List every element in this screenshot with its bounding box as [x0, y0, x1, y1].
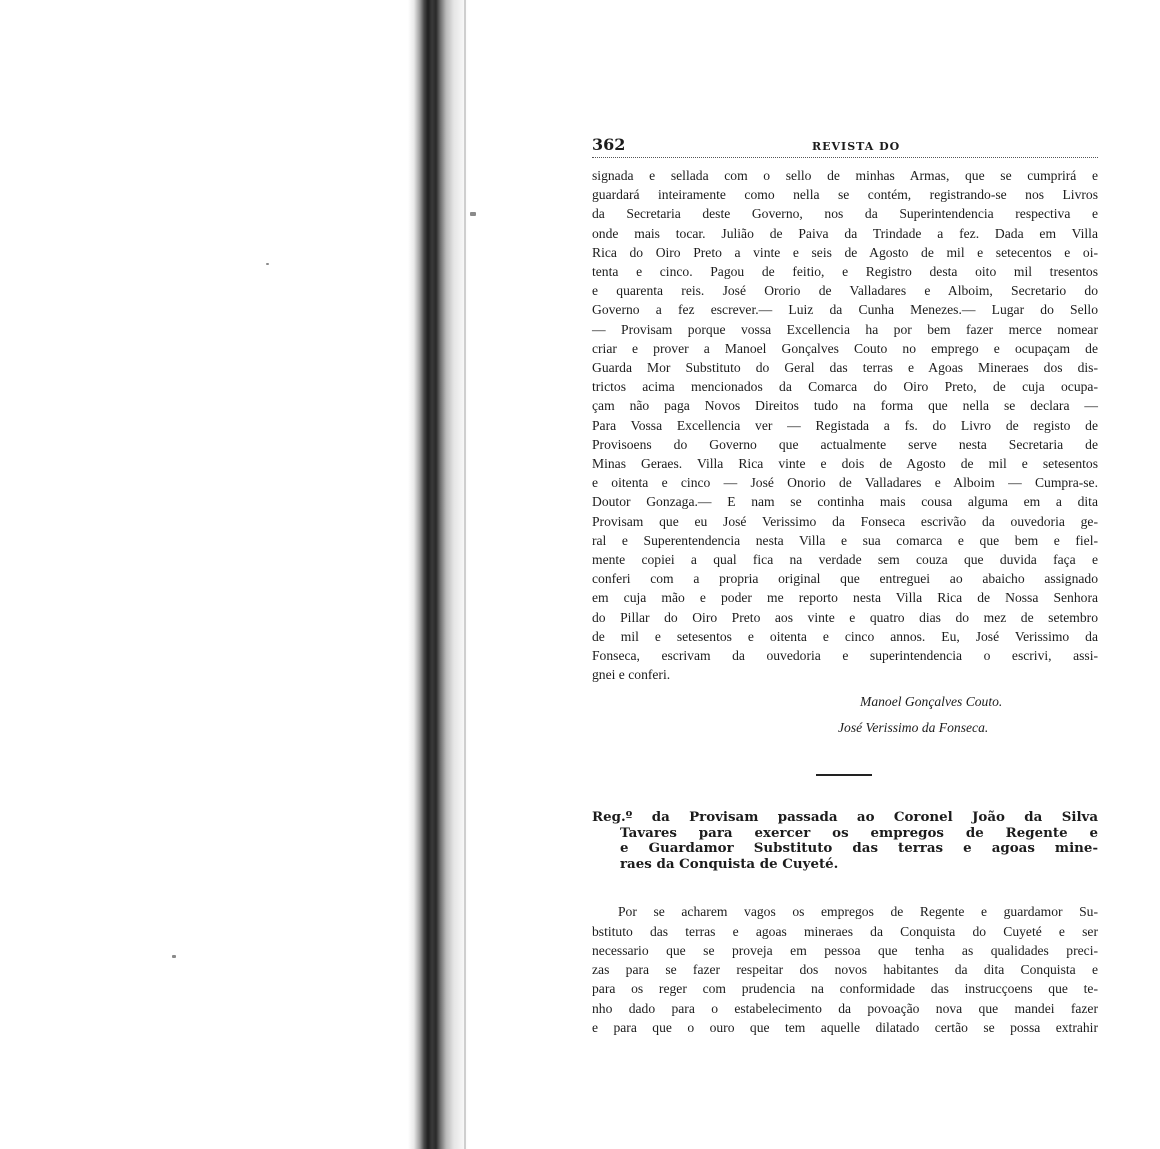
text-line: Rica do Oiro Preto a vinte e seis de Agosto de mil e setecentos e oi- — [592, 244, 1098, 260]
text-line: zas para se fazer respeitar dos novos habitantes da dita Conquista e — [592, 962, 1098, 978]
book-gutter-shadow — [408, 0, 468, 1149]
text-line: Fonseca, escrivam da ouvedoria e superintendencia o escrivi, assi- — [592, 648, 1098, 664]
text-line: tenta e cinco. Pagou de feitio, e Registro desta oito mil tresentos — [592, 264, 1098, 280]
document-heading — [592, 810, 1098, 872]
text-line: — Provisam porque vossa Excellencia ha por bem fazer merce nomear — [592, 321, 1098, 337]
text-line: necessario que se proveja em pessoa que tenha as qualidades preci- — [592, 942, 1098, 958]
text-line: e quarenta reis. José Ororio de Valladares e Alboim, Secretario do — [592, 283, 1098, 299]
signatures — [592, 694, 1098, 746]
text-line: Doutor Gonzaga.— E nam se continha mais cousa alguma em a dita — [592, 494, 1098, 510]
text-line: Guarda Mor Substituto do Geral das terras e Agoas Mineraes dos dis- — [592, 360, 1098, 376]
journal-title: REVISTA DO — [812, 140, 901, 153]
book-page — [592, 135, 1098, 1037]
text-line: mente copiei a qual fica na verdade sem couza que duvida faça e — [592, 552, 1098, 568]
paper-speck — [266, 263, 269, 265]
text-line: gnei e conferi. — [592, 667, 671, 683]
text-line: Provisoens do Governo que actualmente serve nesta Secretaria de — [592, 436, 1098, 452]
page-edge-line — [464, 0, 466, 1149]
heading-line: Reg.º da Provisam passada ao Coronel João da Silva — [592, 809, 1098, 826]
section-separator — [816, 774, 872, 776]
text-line: signada e sellada com o sello de minhas Armas, que se cumprirá e — [592, 168, 1098, 183]
text-line: em cuja mão e poder me reporto nesta Villa Rica de Nossa Senhora — [592, 590, 1098, 606]
heading-line: Tavares para exercer os empregos de Regente e — [620, 824, 1098, 841]
heading-line: raes da Conquista de Cuyeté. — [620, 855, 839, 872]
text-line: Governo a fez escrever.— Luiz da Cunha Menezes.— Lugar do Sello — [592, 302, 1098, 318]
page-number: 362 — [592, 135, 626, 154]
text-line: conferi com a propria original que entreguei ao abaicho assignado — [592, 571, 1098, 587]
first-passage — [592, 166, 1098, 684]
text-line: ral e Superentendencia nesta Villa e sua comarca e que bem e fiel- — [592, 532, 1098, 548]
header-rule — [592, 157, 1098, 158]
paper-speck — [470, 212, 476, 216]
signature-manoel: Manoel Gonçalves Couto. — [860, 694, 1003, 710]
text-line: guardará inteiramente como nella se contém, registrando-se nos Livros — [592, 187, 1098, 203]
text-line: Provisam que eu José Verissimo da Fonseca escrivão da ouvedoria ge- — [592, 513, 1098, 529]
paper-speck — [172, 955, 176, 958]
text-line: nho dado para o estabelecimento da povoação nova que mandei fazer — [592, 1000, 1098, 1016]
text-line: Minas Geraes. Villa Rica vinte e dois de Agosto de mil e setesentos — [592, 456, 1098, 472]
text-line: onde mais tocar. Julião de Paiva da Trindade a fez. Dada em Villa — [592, 225, 1098, 241]
second-passage — [592, 902, 1098, 1036]
text-line: criar e prover a Manoel Gonçalves Couto no emprego e ocupaçam de — [592, 340, 1098, 356]
text-line: de mil e setesentos e oitenta e cinco annos. Eu, José Verissimo da — [592, 628, 1098, 644]
text-line: Para Vossa Excellencia ver — Registada a fs. do Livro de registo de — [592, 417, 1098, 433]
running-head — [592, 135, 1098, 157]
text-line: bstituto das terras e agoas mineraes da Conquista do Cuyeté e ser — [592, 923, 1098, 939]
text-line: çam não paga Novos Direitos tudo na forma que nella se declara — — [592, 398, 1098, 414]
signature-jose: José Verissimo da Fonseca. — [838, 720, 989, 736]
text-line: e oitenta e cinco — José Onorio de Valladares e Alboim — Cumpra-se. — [592, 475, 1098, 491]
text-line: para os reger com prudencia na conformidade das instrucçoens que te- — [592, 981, 1098, 997]
text-line: da Secretaria deste Governo, nos da Superintendencia respectiva e — [592, 206, 1098, 222]
text-line: do Pillar do Oiro Preto aos vinte e quatro dias do mez de setembro — [592, 609, 1098, 625]
text-line: trictos acima mencionados da Comarca do Oiro Preto, de cuja ocupa- — [592, 379, 1098, 395]
text-line: Por se acharem vagos os empregos de Regente e guardamor Su- — [618, 904, 1098, 920]
text-line: e para que o ouro que tem aquelle dilatado certão se possa extrahir — [592, 1019, 1098, 1035]
heading-line: e Guardamor Substituto das terras e agoas mine- — [620, 840, 1098, 857]
